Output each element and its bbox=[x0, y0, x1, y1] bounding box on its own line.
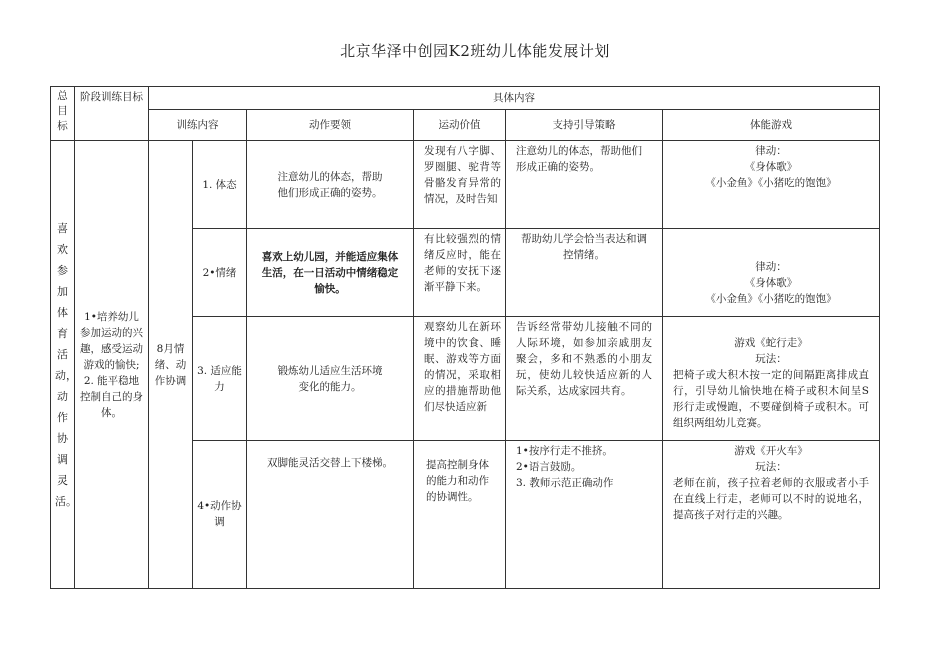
overall-goal-text: 喜欢参加体育活动，动作协调灵活。 bbox=[51, 141, 75, 589]
row-points-coordination: 双脚能灵活交替上下楼梯。 bbox=[247, 440, 414, 588]
row-game-posture bbox=[663, 141, 880, 229]
row-value-coordination: 提高控制身体的能力和动作的协调性。 bbox=[414, 440, 506, 588]
game-title: 游戏《开火车》 bbox=[734, 444, 808, 457]
row-strategy-posture: 注意幼儿的体态，帮助他们形成正确的姿势。 bbox=[506, 141, 663, 229]
row-value-posture: 发现有八字脚、罗圈腿、驼背等骨骼发育异常的情况，及时告知 bbox=[414, 141, 506, 229]
game-title: 游戏《蛇行走》 bbox=[734, 337, 808, 350]
row-strategy-emotion: 帮助幼儿学会恰当表达和调控情绪。 bbox=[506, 229, 663, 317]
game-line: 《小金鱼》《小猪吃的饱饱》 bbox=[705, 177, 837, 190]
game-text: 把椅子或大积木按一定的间隔距离排成直行，引导幼儿愉快地在椅子或积木间呈S形行走或慢跑，不要碰倒椅子或积木。可组织两组幼儿竞赛。 bbox=[673, 369, 869, 430]
header-strategy: 支持引导策略 bbox=[506, 110, 663, 141]
row-label-posture: 1. 体态 bbox=[193, 141, 247, 229]
header-overall-goal: 总目标 bbox=[51, 87, 75, 141]
header-key-points: 动作要领 bbox=[247, 110, 414, 141]
row-game-emotion bbox=[663, 229, 880, 317]
game-line: 《身体歌》 bbox=[744, 277, 798, 290]
header-specific-content: 具体内容 bbox=[149, 87, 880, 110]
stage-goal-text bbox=[75, 141, 149, 589]
stage-goal-line: 2. 能平稳地控制自己的身体。 bbox=[80, 374, 143, 419]
row-points-posture: 注意幼儿的体态，帮助他们形成正确的姿势。 bbox=[247, 141, 414, 229]
header-game: 体能游戏 bbox=[663, 110, 880, 141]
game-line: 《身体歌》 bbox=[744, 161, 798, 174]
row-game-adaptation bbox=[663, 317, 880, 440]
game-line: 律动： bbox=[755, 261, 787, 274]
row-strategy-adaptation: 告诉经常带幼儿接触不同的人际环境，如参加亲戚朋友聚会，多和不熟悉的小朋友玩，使幼儿较快适应新的人际关系，达成家园共育。 bbox=[506, 317, 663, 440]
header-stage-goal: 阶段训练目标 bbox=[75, 87, 149, 141]
row-points-emotion: 喜欢上幼儿园，并能适应集体生活，在一日活动中情绪稳定愉快。 bbox=[247, 229, 414, 317]
page-title: 北京华泽中创园K2班幼儿体能发展计划 bbox=[340, 42, 610, 60]
game-line: 《小金鱼》《小猪吃的饱饱》 bbox=[705, 293, 837, 306]
month-text: 8月情绪、动作协调 bbox=[149, 141, 193, 589]
game-subtitle: 玩法： bbox=[755, 353, 787, 366]
row-value-emotion: 有比较强烈的情绪反应时，能在老师的安抚下逐渐平静下来。 bbox=[414, 229, 506, 317]
header-training-content: 训练内容 bbox=[149, 110, 247, 141]
strategy-line: 1•按序行走不推挤。 bbox=[516, 444, 613, 457]
game-subtitle: 玩法： bbox=[755, 460, 787, 473]
game-text: 老师在前，孩子拉着老师的衣服或者小手在直线上行走，老师可以不时的说地名，提高孩子对行走的兴趣。 bbox=[673, 476, 869, 521]
row-label-adaptation: 3. 适应能力 bbox=[193, 317, 247, 440]
header-value: 运动价值 bbox=[414, 110, 506, 141]
game-line: 律动： bbox=[755, 145, 787, 158]
row-strategy-coordination bbox=[506, 440, 663, 588]
plan-table bbox=[50, 86, 880, 589]
stage-goal-line: 1•培养幼儿参加运动的兴趣，感受运动游戏的愉快; bbox=[80, 310, 143, 371]
row-value-adaptation: 观察幼儿在新环境中的饮食、睡眠、游戏等方面的情况，采取相应的措施帮助他们尽快适应新 bbox=[414, 317, 506, 440]
row-label-emotion: 2•情绪 bbox=[193, 229, 247, 317]
strategy-line: 3. 教师示范正确动作 bbox=[516, 476, 614, 489]
row-label-coordination: 4•动作协调 bbox=[193, 440, 247, 588]
row-points-adaptation: 锻炼幼儿适应生活环境变化的能力。 bbox=[247, 317, 414, 440]
row-game-coordination bbox=[663, 440, 880, 588]
strategy-line: 2•语言鼓励。 bbox=[516, 460, 582, 473]
